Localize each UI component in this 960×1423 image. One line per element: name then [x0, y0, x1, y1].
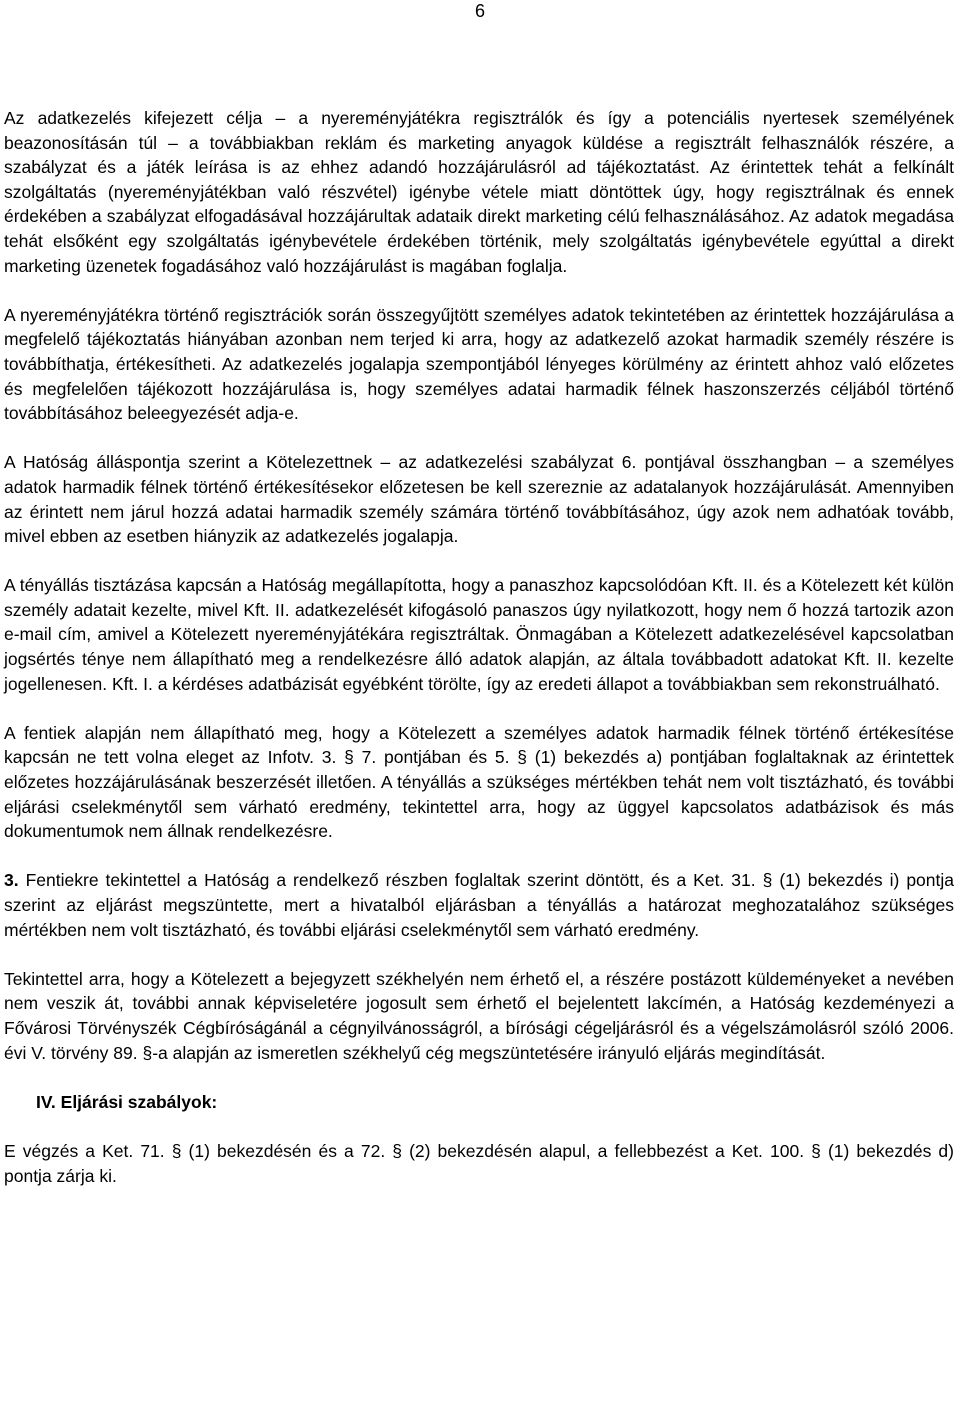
paragraph-company-dissolution: Tekintettel arra, hogy a Kötelezett a bejegyzett székhelyén nem érhető el, a részére postázott küldeményeket a nevében nem veszik át, további annak képviseletére jogosult sem érhető el bejelentett lakcímén, a Hatóság kezdeményezi a Fővárosi Törvényszék Cégbíróságánál a cégnyilvánosságról, a bírósági cégeljárásról és a végelszámolásról szóló 2006. évi V. törvény 89. §-a alapján az ismeretlen székhelyű cég megszüntetésére irányuló eljárás megindítását. — [4, 968, 954, 1063]
paragraph-conclusion: A fentiek alapján nem állapítható meg, hogy a Kötelezett a személyes adatok harmadik félnek történő értékesítése kapcsán ne tett volna eleget az Infotv. 3. § 7. pontjában és 5. § (1) bekezdés a) pontjában foglaltaknak az érintettek előzetes hozzájárulásának beszerzését illetően. A tényállás a szükséges mértékben tehát nem volt tisztázható, és további eljárási cselekménytől sem várható eredmény, tekintettel arra, hogy az üggyel kapcsolatos adatbázisok és más dokumentumok nem állnak rendelkezésre. — [4, 722, 954, 842]
paragraph-consent-third-party: A nyereményjátékra történő regisztrációk során összegyűjtött személyes adatok tekintetében az érintettek hozzájárulása a megfelelő tájékoztatás hiányában azonban nem terjed ki arra, hogy az adatkezelő azokat harmadik személy részére is továbbíthatja, értékesítheti. Az adatkezelés jogalapja szempontjából lényeges körülmény az érintett ahhoz való előzetes és megfelelően tájékozott hozzájárulása is, hogy személyes adatai harmadik félnek haszonszerzés céljából történő továbbításához beleegyezését adja-e. — [4, 304, 954, 424]
document-body — [4, 106, 954, 1213]
paragraph-numbered-text: Fentiekre tekintettel a Hatóság a rendelkező részben foglaltak szerint döntött, és a Ket. 31. § (1) bekezdés i) pontja szerint az eljárást megszüntette, mert a hivatalból eljárásban a tényállás a határozat meghozatalához szükséges mértékben nem volt tisztázható, és további eljárási cselekménytől sem várható eredmény. — [4, 870, 954, 940]
paragraph-authority-position: A Hatóság álláspontja szerint a Kötelezettnek – az adatkezelési szabályzat 6. pontjával összhangban – a személyes adatok harmadik félnek történő értékesítésekor előzetesen be kell szereznie az adatalanyok hozzájárulását. Amennyiben az érintett nem járul hozzá adatai harmadik személy számára történő továbbításához, úgy azok nem adhatóak tovább, mivel ebben az esetben hiányzik az adatkezelés jogalapja. — [4, 452, 954, 547]
paragraph-procedural-rules: E végzés a Ket. 71. § (1) bekezdésén és a 72. § (2) bekezdésén alapul, a fellebbezést a Ket. 100. § (1) bekezdés d) pontja zárja ki. — [4, 1140, 954, 1186]
page-number: 6 — [474, 1, 485, 21]
paragraph-number: 3. — [4, 870, 19, 891]
paragraph-numbered-decision — [4, 868, 954, 942]
paragraph-direct-marketing-purpose: Az adatkezelés kifejezett célja – a nyereményjátékra regisztrálók és így a potenciális nyertesek személyének beazonosításán túl – a továbbiakban reklám és marketing anyagok küldése a regisztrált felhasználók részére, a szabályzat és a játék leírása is az ehhez adandó hozzájárulásról ad tájékoztatást. Az érintettek tehát a felkínált szolgáltatás (nyereményjátékban való részvétel) igénybe vétele miatt döntöttek úgy, hogy regisztrálnak és ennek érdekében a szabályzat elfogadásával hozzájárultak adataik direkt marketing célú felhasználásához. Az adatok megadása tehát elsőként egy szolgáltatás igénybevétele érdekében történik, mely szolgáltatás igénybevétele egyúttal a direkt marketing üzenetek fogadásához való hozzájárulást is magában foglalja. — [4, 108, 954, 276]
section-heading: IV. Eljárási szabályok: — [36, 1091, 218, 1112]
paragraph-fact-finding: A tényállás tisztázása kapcsán a Hatóság megállapította, hogy a panaszhoz kapcsolódóan Kft. II. és a Kötelezett két külön személy adatait kezelte, mivel Kft. II. adatkezelését kifogásoló panaszos úgy nyilatkozott, hogy nem ő hozzá tartozik azon e-mail cím, amivel a Kötelezett nyereményjátékára regisztráltak. Önmagában a Kötelezett adatkezelésével kapcsolatban jogsértés ténye nem állapítható meg a rendelkezésre álló adatok alapján, az általa továbbadott adatokat Kft. II. kezelte jogellenesen. Kft. I. a kérdéses adatbázisát egyébként törölte, így az eredeti állapot a továbbiakban sem rekonstruálható. — [4, 575, 954, 694]
